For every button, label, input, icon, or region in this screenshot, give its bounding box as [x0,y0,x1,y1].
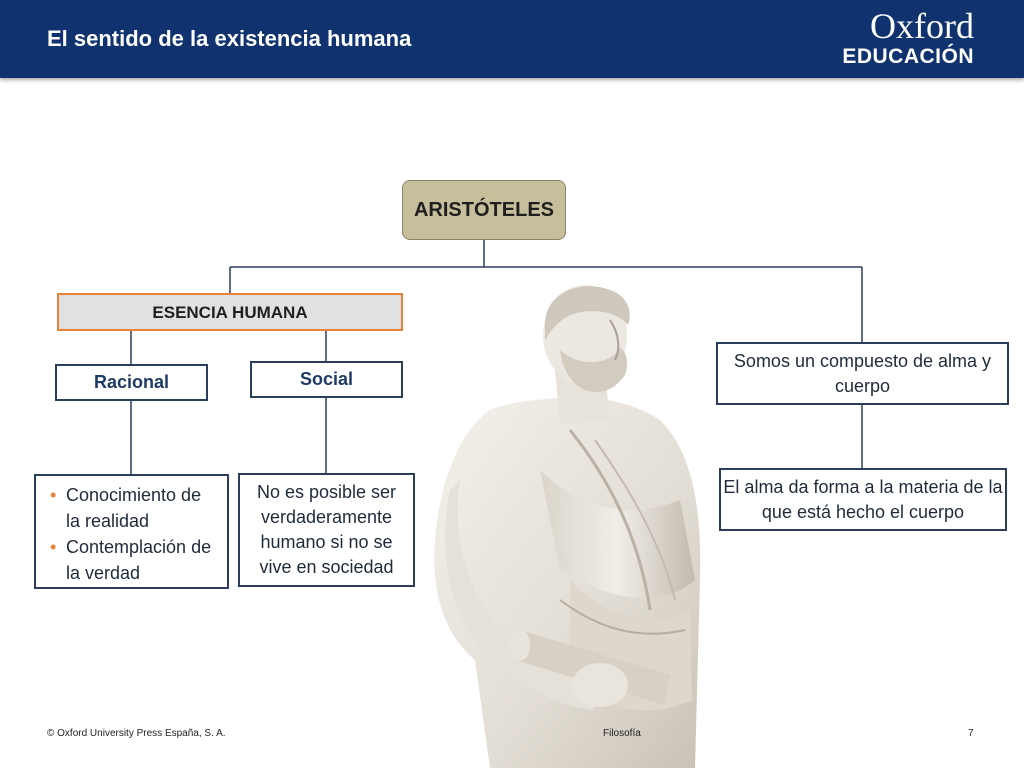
footer-copyright: © Oxford University Press España, S. A. [47,728,226,739]
oxford-logo-wordmark: Oxford [870,6,974,46]
footer-page-number: 7 [968,728,974,739]
aristoteles-node: ARISTÓTELES [402,180,566,240]
slide-title: El sentido de la existencia humana [47,26,412,51]
list-item: • Conocimiento de la realidad [66,482,219,534]
alma-cuerpo-node: Somos un compuesto de alma y cuerpo [716,342,1009,405]
esencia-humana-node: ESENCIA HUMANA [57,293,403,331]
racional-detail-list [44,482,219,586]
footer-subject: Filosofía [603,728,641,739]
oxford-logo-educacion: EDUCACIÓN [842,45,974,68]
racional-node: Racional [55,364,208,401]
racional-detail-box [34,474,229,589]
social-detail-box: No es posible ser verdaderamente humano si no se vive en sociedad [238,473,415,587]
alma-forma-node: El alma da forma a la materia de la que está hecho el cuerpo [719,468,1007,531]
social-node: Social [250,361,403,398]
list-item: • Contemplación de la verdad [66,534,219,586]
aristotle-statue-image [420,280,710,768]
